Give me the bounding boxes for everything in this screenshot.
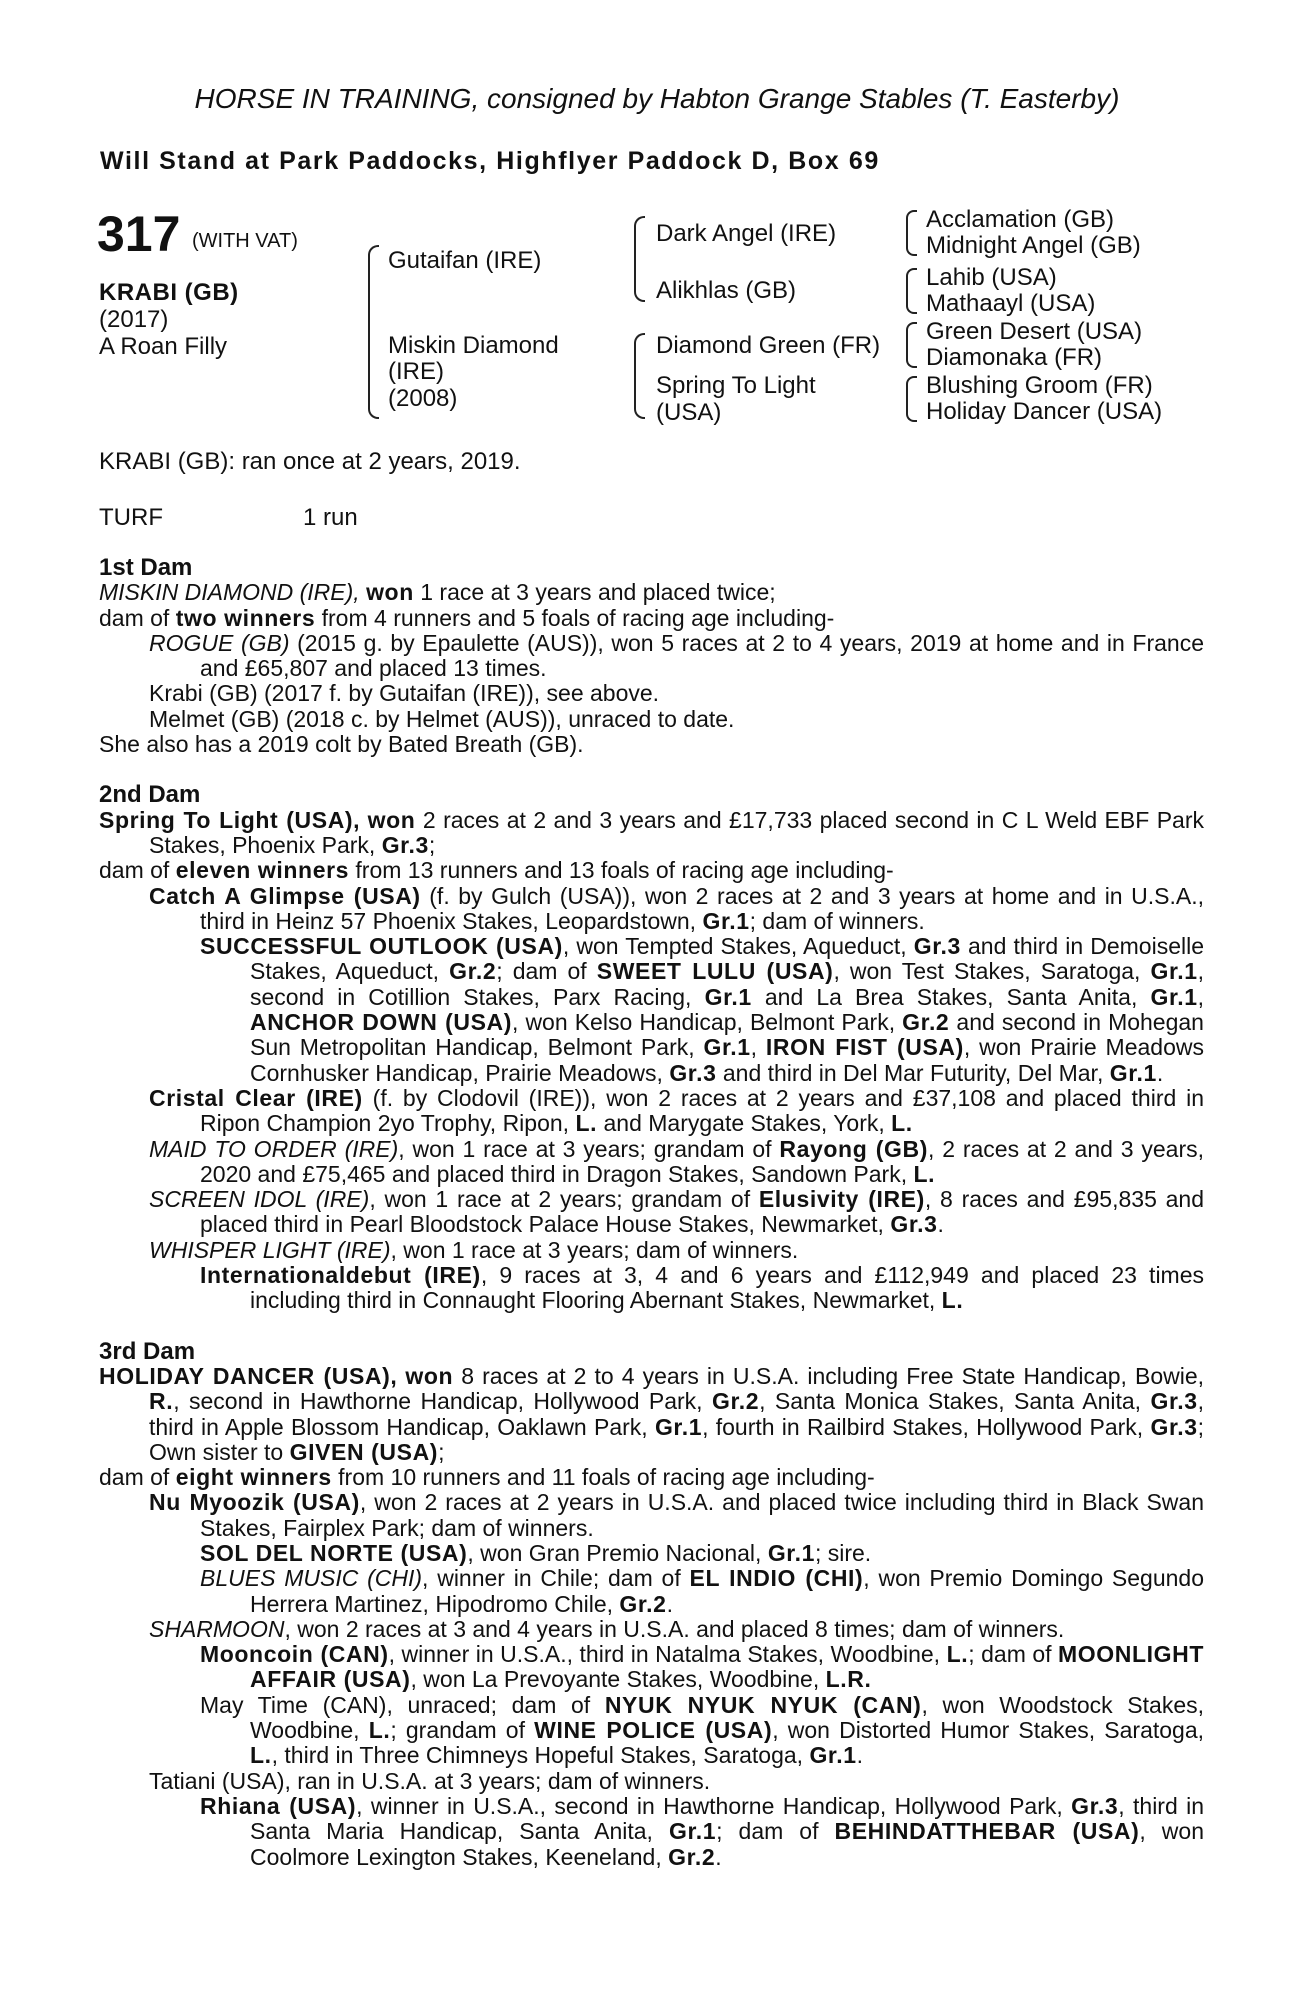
pedigree-sire-sire: Dark Angel (IRE) (656, 220, 837, 247)
race-record-surface: TURF (99, 504, 163, 531)
pedigree-dds: Blushing Groom (FR) (926, 372, 1153, 399)
produce-sol-del-norte: SOL DEL NORTE (USA), won Gran Premio Nacional, Gr.1; sire. (200, 1539, 872, 1566)
produce-catch-a-glimpse: Catch A Glimpse (USA) (f. by Gulch (USA)), won 2 races at 2 and 3 years at home and in U.S.A., third in Heinz 57 Phoenix Stakes, Leopardstown, Gr.1; dam of winners. (149, 882, 1205, 934)
lot-number: 317 (97, 206, 181, 262)
lot-vat: (WITH VAT) (192, 230, 298, 252)
pedigree-dam-country: (IRE) (388, 358, 444, 385)
first-dam-record: MISKIN DIAMOND (IRE), won 1 race at 3 years and placed twice; (99, 579, 776, 606)
produce-successful-outlook: SUCCESSFUL OUTLOOK (USA), won Tempted Stakes, Aqueduct, Gr.3 and third in Demoiselle Stakes, Aqueduct, Gr.2; dam of SWEET LULU (USA), won Test Stakes, Saratoga, Gr.1, second in Cotillion Stakes, Parx Racing, Gr.1 and La Brea Stakes, Santa Anita, Gr.1, ANCHOR DOWN (USA), won Kelso Handicap, Belmont Park, Gr.2 and second in Mohegan Sun Metropolitan Handicap, Belmont Park, Gr.1, IRON FIST (USA), won Prairie Meadows Cornhusker Handicap, Prairie Meadows, Gr.3 and third in Del Mar Futurity, Del Mar, Gr.1. (200, 933, 1205, 1086)
pedigree-ssd: Midnight Angel (GB) (926, 232, 1141, 259)
produce-tatiani: Tatiani (USA), ran in U.S.A. at 3 years; dam of winners. (149, 1767, 711, 1794)
pedigree-brace-sire (634, 216, 645, 302)
pedigree-sss: Acclamation (GB) (926, 206, 1115, 233)
pedigree-dam-year: (2008) (388, 385, 458, 412)
produce-cristal-clear: Cristal Clear (IRE) (f. by Clodovil (IRE)), won 2 races at 2 years and £37,108 and placed third in Ripon Champion 2yo Trophy, Ripon, L. and Marygate Stakes, York, L. (149, 1084, 1204, 1137)
horse-year: (2017) (99, 306, 169, 333)
stand-location: Will Stand at Park Paddocks, Highflyer Paddock D, Box 69 (100, 147, 880, 175)
pedigree-brace-dd (906, 376, 917, 422)
first-dam-heading: 1st Dam (99, 554, 193, 581)
pedigree-brace-dam (634, 333, 645, 419)
produce-may-time: May Time (CAN), unraced; dam of NYUK NYUK NYUK (CAN), won Woodstock Stakes, Woodbine, L.; grandam of WINE POLICE (USA), won Distorted Humor Stakes, Saratoga, L., third in Three Chimneys Hopeful Stakes, Saratoga, Gr.1. (200, 1691, 1205, 1769)
pedigree-ddd: Holiday Dancer (USA) (926, 398, 1163, 425)
produce-rogue: ROGUE (GB) (2015 g. by Epaulette (AUS)), won 5 races at 2 to 4 years, 2019 at home and in France and £65,807 and placed 13 times. (149, 629, 1205, 682)
third-dam-produce: dam of eight winners from 10 runners and 11 foals of racing age including- (99, 1464, 875, 1491)
produce-screen-idol: SCREEN IDOL (IRE), won 1 race at 2 years; grandam of Elusivity (IRE), 8 races and £95,835 and placed third in Pearl Bloodstock Palace House Stakes, Newmarket, Gr.3. (149, 1186, 1204, 1238)
pedigree-dam-dam-country: (USA) (656, 399, 722, 426)
produce-whisper-light: WHISPER LIGHT (IRE), won 1 race at 3 years; dam of winners. (149, 1236, 799, 1263)
horse-description: A Roan Filly (99, 333, 228, 360)
pedigree-brace-sd (906, 268, 917, 314)
produce-rhiana: Rhiana (USA), winner in U.S.A., second in Hawthorne Handicap, Hollywood Park, Gr.3, third in Santa Maria Handicap, Santa Anita, Gr.1; dam of BEHINDATTHEBAR (USA), won Coolmore Lexington Stakes, Keeneland, Gr.2. (200, 1792, 1205, 1870)
pedigree-brace-ss (906, 210, 917, 256)
produce-colt: She also has a 2019 colt by Bated Breath (GB). (99, 731, 584, 758)
produce-mooncoin: Mooncoin (CAN), winner in U.S.A., third in Natalma Stakes, Woodbine, L.; dam of MOONLIGHT AFFAIR (USA), won La Prevoyante Stakes, Woodbine, L.R. (200, 1641, 1204, 1693)
pedigree-dss: Green Desert (USA) (926, 318, 1143, 345)
pedigree-brace-gen1 (368, 245, 379, 419)
produce-krabi: Krabi (GB) (2017 f. by Gutaifan (IRE)), see above. (149, 680, 660, 707)
produce-sharmoon: SHARMOON, won 2 races at 3 and 4 years in U.S.A. and placed 8 times; dam of winners. (149, 1615, 1065, 1642)
page-title: HORSE IN TRAINING, consigned by Habton Grange Stables (T. Easterby) (194, 83, 1120, 114)
first-dam-produce: dam of two winners from 4 runners and 5 foals of racing age including- (99, 604, 835, 631)
pedigree-brace-ds (906, 322, 917, 368)
third-dam-heading: 3rd Dam (99, 1337, 196, 1365)
produce-blues-music: BLUES MUSIC (CHI), winner in Chile; dam of EL INDIO (CHI), won Premio Domingo Segundo Herrera Martinez, Hipodromo Chile, Gr.2. (200, 1565, 1204, 1617)
pedigree-dam-dam: Spring To Light (656, 372, 816, 399)
race-record-summary: KRABI (GB): ran once at 2 years, 2019. (99, 448, 521, 475)
produce-melmet: Melmet (GB) (2018 c. by Helmet (AUS)), unraced to date. (149, 705, 735, 732)
pedigree-sire-dam: Alikhlas (GB) (656, 277, 797, 304)
produce-internationaldebut: Internationaldebut (IRE), 9 races at 3, 4 and 6 years and £112,949 and placed 23 times including third in Connaught Flooring Abernant Stakes, Newmarket, L. (200, 1262, 1204, 1314)
pedigree-dsd: Diamonaka (FR) (926, 344, 1103, 371)
produce-maid-to-order: MAID TO ORDER (IRE), won 1 race at 3 years; grandam of Rayong (GB), 2 races at 2 and 3 years, 2020 and £75,465 and placed third in Dragon Stakes, Sandown Park, L. (149, 1135, 1204, 1187)
pedigree-sds: Lahib (USA) (926, 264, 1057, 291)
pedigree-dam-sire: Diamond Green (FR) (656, 332, 881, 359)
pedigree-sire: Gutaifan (IRE) (388, 247, 542, 274)
produce-nu-myoozik: Nu Myoozik (USA), won 2 races at 2 years in U.S.A. and placed twice including third in Black Swan Stakes, Fairplex Park; dam of winners. (149, 1489, 1204, 1541)
race-record-runs: 1 run (303, 504, 358, 531)
family-notes (99, 555, 1204, 1870)
horse-name: KRABI (GB) (99, 279, 239, 306)
second-dam-record: Spring To Light (USA), won 2 races at 2 and 3 years and £17,733 placed second in C L Weld EBF Park Stakes, Phoenix Park, Gr.3; (99, 806, 1205, 858)
pedigree-sdd: Mathaayl (USA) (926, 290, 1096, 317)
second-dam-produce: dam of eleven winners from 13 runners and 13 foals of racing age including- (99, 857, 894, 884)
third-dam-record: HOLIDAY DANCER (USA), won 8 races at 2 to 4 years in U.S.A. including Free State Handicap, Bowie, R., second in Hawthorne Handicap, Hollywood Park, Gr.2, Santa Monica Stakes, Santa Anita, Gr.3, third in Apple Blossom Handicap, Oaklawn Park, Gr.1, fourth in Railbird Stakes, Hollywood Park, Gr.3; Own sister to GIVEN (USA); (99, 1362, 1205, 1465)
second-dam-heading: 2nd Dam (99, 781, 201, 809)
pedigree-dam: Miskin Diamond (388, 332, 559, 359)
